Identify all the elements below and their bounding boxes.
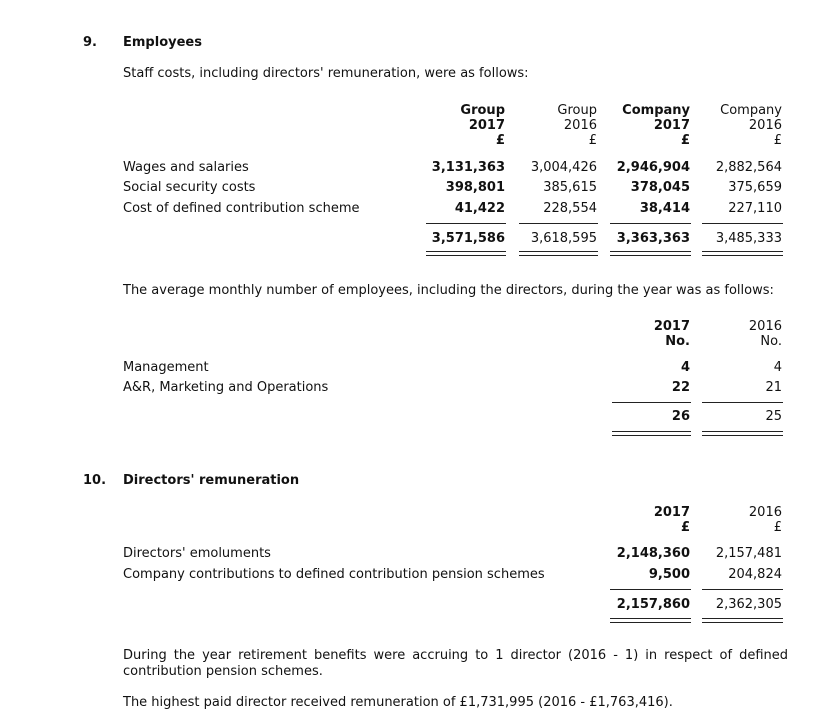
avg-col-2017-year: 2017 xyxy=(653,319,690,334)
cell-value: 2,157,481 xyxy=(715,546,782,561)
total-value: 26 xyxy=(671,409,690,424)
cell-value: 2,148,360 xyxy=(616,546,690,561)
highest-paid-director-note: The highest paid director received remuneration of £1,731,995 (2016 - £1,763,416). xyxy=(123,695,673,710)
total-double-rule xyxy=(610,251,691,256)
col-group-2017-unit: £ xyxy=(495,133,505,148)
col-group-2016-year: 2016 xyxy=(563,118,597,133)
section-10-number: 10. xyxy=(83,473,107,488)
dir-col-2016-year: 2016 xyxy=(748,505,782,520)
cell-value: 2,882,564 xyxy=(715,160,782,175)
subtotal-rule xyxy=(612,402,691,403)
cell-value: 9,500 xyxy=(648,567,690,582)
row-label: Social security costs xyxy=(123,180,256,195)
retirement-benefits-note: During the year retirement benefits were accruing to 1 director (2016 - 1) in respect of defined contribution pension schemes. xyxy=(123,648,788,679)
total-double-rule xyxy=(519,251,598,256)
total-value: 2,157,860 xyxy=(616,597,690,612)
row-label: Company contributions to defined contribution pension schemes xyxy=(123,567,545,582)
col-company-2016-name: Company xyxy=(720,103,782,118)
total-double-rule xyxy=(702,251,783,256)
cell-value: 21 xyxy=(765,380,782,395)
row-label: Directors' emoluments xyxy=(123,546,271,561)
cell-value: 398,801 xyxy=(445,180,505,195)
avg-col-2016-unit: No. xyxy=(760,334,782,349)
total-value: 2,362,305 xyxy=(715,597,782,612)
col-company-2016-unit: £ xyxy=(773,133,782,148)
col-company-2016-year: 2016 xyxy=(748,118,782,133)
cell-value: 228,554 xyxy=(543,201,597,216)
total-double-rule xyxy=(610,618,691,623)
cell-value: 204,824 xyxy=(728,567,782,582)
cell-value: 4 xyxy=(773,360,782,375)
row-label: Management xyxy=(123,360,209,375)
total-value: 3,363,363 xyxy=(616,231,690,246)
col-company-2017-unit: £ xyxy=(680,133,690,148)
section-9-title: Employees xyxy=(123,35,202,50)
section-9-number: 9. xyxy=(83,35,97,50)
col-group-2017-name: Group xyxy=(460,103,505,118)
dir-col-2016-unit: £ xyxy=(773,520,782,535)
total-value: 25 xyxy=(765,409,782,424)
subtotal-rule xyxy=(610,223,691,224)
col-group-2016-name: Group xyxy=(557,103,597,118)
subtotal-rule xyxy=(610,589,691,590)
subtotal-rule xyxy=(702,589,783,590)
cell-value: 2,946,904 xyxy=(616,160,690,175)
cell-value: 375,659 xyxy=(728,180,782,195)
row-label: Cost of defined contribution scheme xyxy=(123,201,360,216)
row-label: Wages and salaries xyxy=(123,160,249,175)
cell-value: 4 xyxy=(680,360,690,375)
avg-col-2017-unit: No. xyxy=(665,334,690,349)
cell-value: 227,110 xyxy=(728,201,782,216)
col-group-2017-year: 2017 xyxy=(468,118,505,133)
cell-value: 385,615 xyxy=(543,180,597,195)
subtotal-rule xyxy=(702,402,783,403)
total-double-rule xyxy=(702,618,783,623)
dir-col-2017-unit: £ xyxy=(680,520,690,535)
cell-value: 41,422 xyxy=(454,201,505,216)
col-company-2017-name: Company xyxy=(622,103,690,118)
staff-costs-intro: Staff costs, including directors' remuneration, were as follows: xyxy=(123,66,529,81)
section-10-title: Directors' remuneration xyxy=(123,473,300,488)
cell-value: 38,414 xyxy=(639,201,690,216)
avg-employees-intro: The average monthly number of employees, including the directors, during the year was as follows: xyxy=(123,283,774,298)
dir-col-2017-year: 2017 xyxy=(653,505,690,520)
total-double-rule xyxy=(702,431,783,436)
subtotal-rule xyxy=(426,223,506,224)
total-double-rule xyxy=(426,251,506,256)
subtotal-rule xyxy=(702,223,783,224)
total-value: 3,571,586 xyxy=(431,231,505,246)
col-company-2017-year: 2017 xyxy=(653,118,690,133)
col-group-2016-unit: £ xyxy=(588,133,597,148)
cell-value: 22 xyxy=(671,380,690,395)
cell-value: 3,004,426 xyxy=(530,160,597,175)
row-label: A&R, Marketing and Operations xyxy=(123,380,329,395)
total-double-rule xyxy=(612,431,691,436)
cell-value: 3,131,363 xyxy=(431,160,505,175)
total-value: 3,618,595 xyxy=(530,231,597,246)
avg-col-2016-year: 2016 xyxy=(748,319,782,334)
cell-value: 378,045 xyxy=(630,180,690,195)
total-value: 3,485,333 xyxy=(715,231,782,246)
subtotal-rule xyxy=(519,223,598,224)
